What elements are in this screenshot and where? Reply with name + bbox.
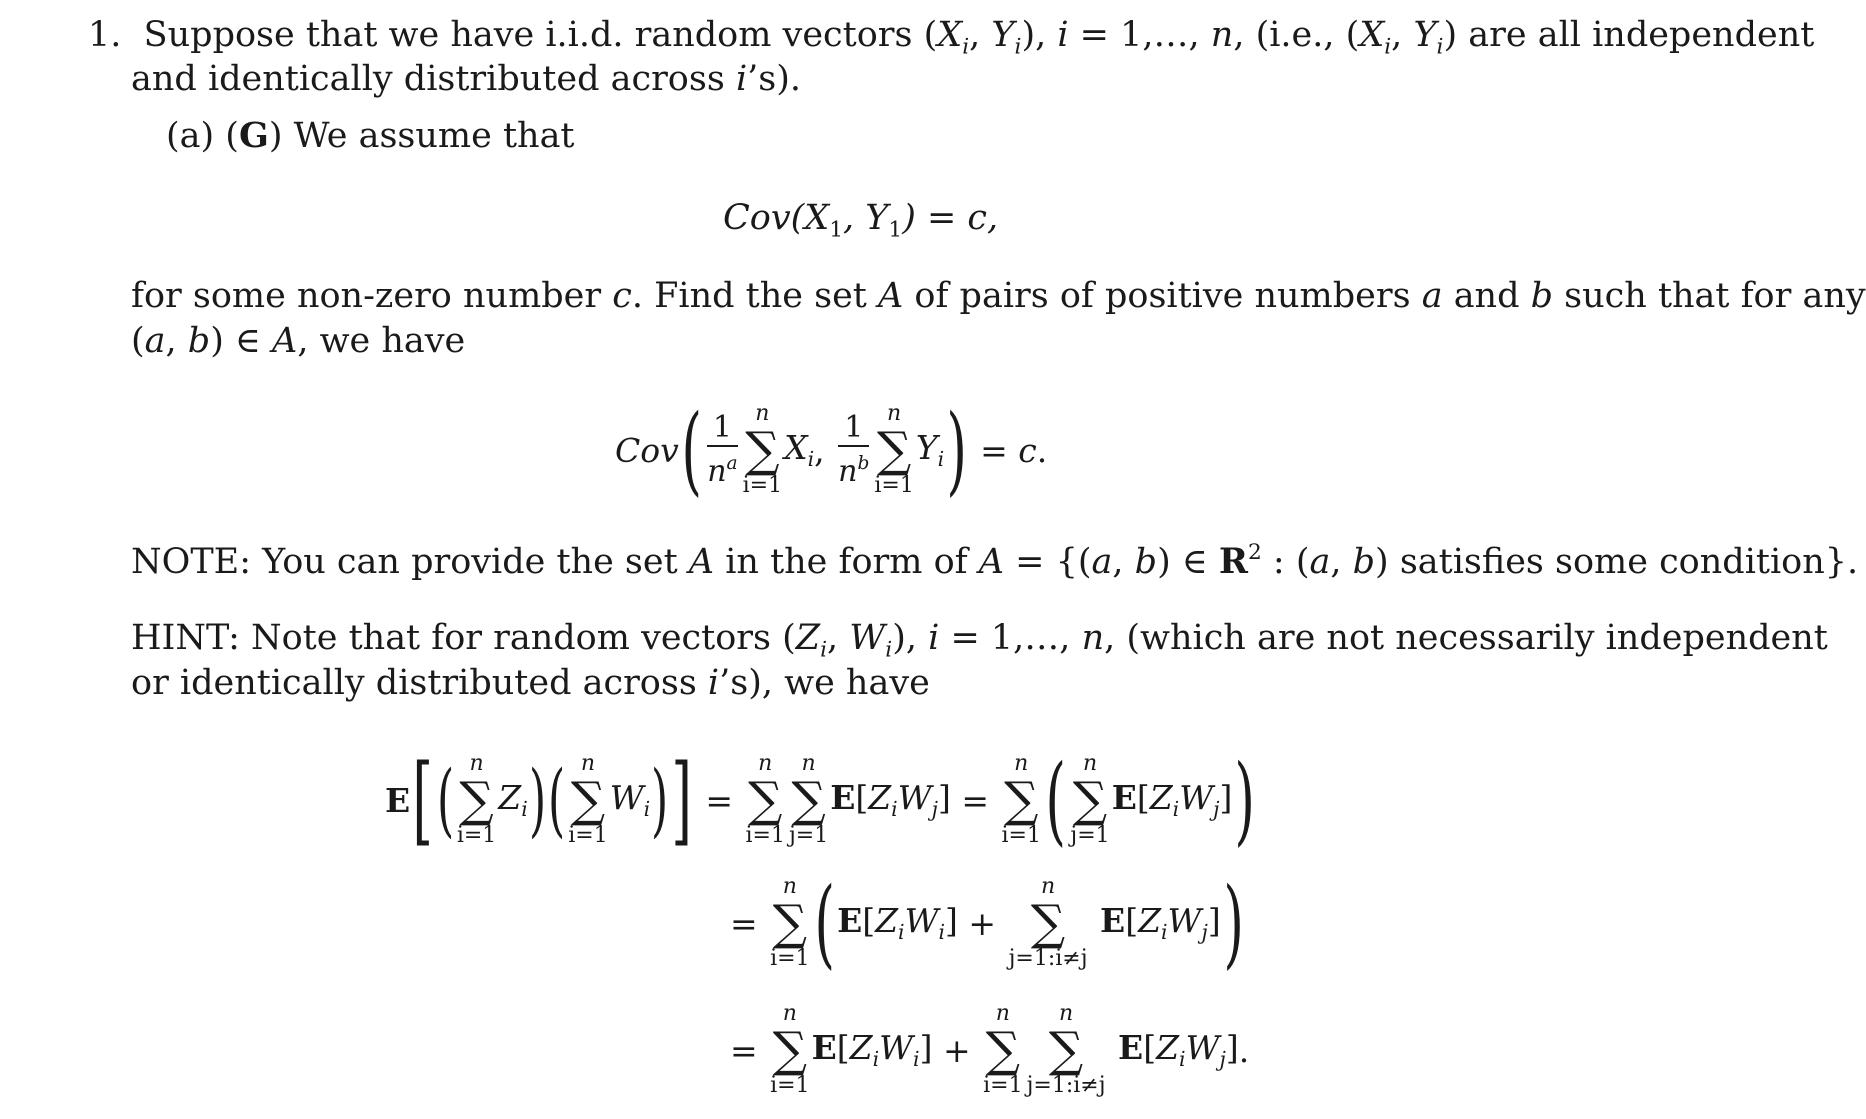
find-set-line1: for some non-zero number c. Find the set A of pairs of positive numbers a and b such that for any: [131, 276, 1866, 316]
problem-intro-line2: and identically distributed across i’s).: [131, 59, 802, 99]
note-text: NOTE: You can provide the set A in the form of A = {(a, b) ∈ $R^2$ : (a, b) satisfies some condition}.: [131, 540, 1859, 583]
part-a-label: (a) (G) We assume that: [166, 115, 575, 156]
find-set-line2: (a, b) ∈ A, we have: [131, 321, 466, 361]
problem-intro-line1: 1. Suppose that we have i.i.d. random vectors ($X_i$, $Y_i$), i = 1,…, n, (i.e., ($X_i$, $Y_i$) are all independent: [88, 15, 1815, 60]
hint-line2: or identically distributed across i’s), we have: [131, 663, 930, 703]
hint-equation-line2: = n ∑ i=1 ( $E[Z_iW_i]$ + n ∑ j=1:i≠j $E[Z_iW_j]$ ): [730, 867, 1244, 979]
hint-line1: HINT: Note that for random vectors ($Z_i$, $W_i$), i = 1,…, n, (which are not necessarily independent: [131, 618, 1828, 663]
hint-equation-line1: E [ ( n ∑ i=1 $Z_i$ ) ( n ∑ i=1 $W_i$ ) ] = n ∑ i=1 n ∑ j=1 $E[Z_iW_j]$ = n ∑ i=1 ( n ∑ j=1 $E[Z_iW_j]$ ): [385, 744, 1256, 856]
cov-assumption-equation: $Cov(X_1$, $Y_1) = c$,: [723, 198, 999, 243]
hint-equation-line3: = n ∑ i=1 $E[Z_iW_i]$ + n ∑ i=1 n ∑ j=1:i≠j $E[Z_iW_j]$ .: [730, 1001, 1250, 1098]
cov-sums-equation: Cov ( $\frac{1}{n^a}$ n ∑ i=1 $X_i$ , $\frac{1}{n^b}$ n ∑ i=1 $Y_i$ ) = c .: [615, 394, 1048, 506]
